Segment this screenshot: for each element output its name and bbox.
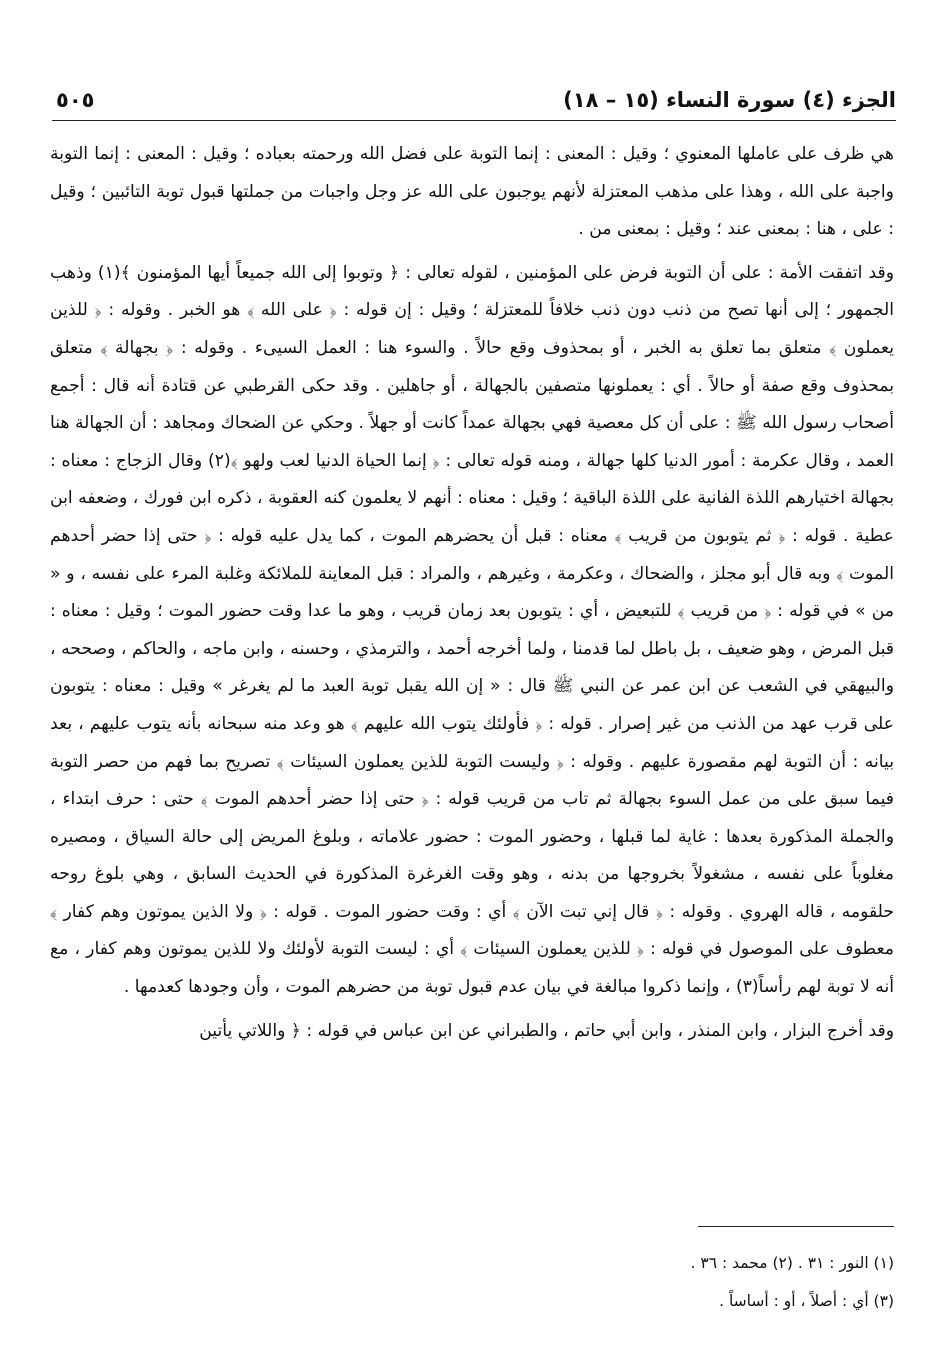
footnote-divider bbox=[698, 1226, 894, 1227]
main-text bbox=[50, 136, 894, 1050]
paragraph: وقد اتفقت الأمة : على أن التوبة فرض على المؤمنين ، لقوله تعالى : ﴿ وتوبوا إلى الله جميعاً أيها المؤمنون ﴾(١) وذهب الجمهور ؛ إلى أنها تصح من ذنب دون ذنب خلافاً للمعتزلة ؛ وقيل : إن قوله : ﴿ على الله ﴾ هو الخبر . وقوله : ﴿ للذين يعملون ﴾ متعلق بما تعلق به الخبر ، أو بمحذوف وقع حالاً . والسوء هنا : العمل السيىء . وقوله : ﴿ بجهالة ﴾ متعلق بمحذوف وقع صفة أو حالاً . أي : يعملونها متصفين بالجهالة ، أو جاهلين . وقد حكى القرطبي عن قتادة أنه قال : أجمع أصحاب رسول الله ﷺ : على أن كل معصية فهي بجهالة عمداً كانت أو جهلاً . وحكي عن الضحاك ومجاهد : أن الجهالة هنا العمد ، وقال عكرمة : أمور الدنيا كلها جهالة ، ومنه قوله تعالى : ﴿ إنما الحياة الدنيا لعب ولهو ﴾(٢) وقال الزجاج : معناه : بجهالة اختيارهم اللذة الفانية على اللذة الباقية ؛ وقيل : معناه : أنهم لا يعلمون كنه العقوبة ، ذكره ابن فورك ، وضعفه ابن عطية . قوله : ﴿ ثم يتوبون من قريب ﴾ معناه : قبل أن يحضرهم الموت ، كما يدل عليه قوله : ﴿ حتى إذا حضر أحدهم الموت ﴾ وبه قال أبو مجلز ، والضحاك ، وعكرمة ، وغيرهم ، والمراد : قبل المعاينة للملائكة وغلبة المرء على نفسه ، و « من » في قوله : ﴿ من قريب ﴾ للتبعيض ، أي : يتوبون بعد زمان قريب ، وهو ما عدا وقت حضور الموت ؛ وقيل : معناه : قبل المرض ، وهو ضعيف ، بل باطل لما قدمنا ، ولما أخرجه أحمد ، والترمذي ، وحسنه ، وابن ماجه ، والحاكم ، وصححه ، والبيهقي في الشعب عن ابن عمر عن النبي ﷺ قال : « إن الله يقبل توبة العبد ما لم يغرغر » وقيل : معناه : يتوبون على قرب عهد من الذنب من غير إصرار . قوله : ﴿ فأولئك يتوب الله عليهم ﴾ هو وعد منه سبحانه بأنه يتوب عليهم ، بعد بيانه : أن التوبة لهم مقصورة عليهم . وقوله : ﴿ وليست التوبة للذين يعملون السيئات ﴾ تصريح بما فهم من حصر التوبة فيما سبق على من عمل السوء بجهالة ثم تاب من قريب قوله : ﴿ حتى إذا حضر أحدهم الموت ﴾ حتى : حرف ابتداء ، والجملة المذكورة بعدها : غاية لما قبلها ، وحضور الموت : حضور علاماته ، وبلوغ المريض إلى حالة السياق ، ومصيره مغلوباً على نفسه ، مشغولاً بخروجها من بدنه ، وهو وقت الغرغرة المذكورة في الحديث السابق ، وهي بلوغ روحه حلقومه ، قاله الهروي . وقوله : ﴿ قال إني تبت الآن ﴾ أي : وقت حضور الموت . قوله : ﴿ ولا الذين يموتون وهم كفار ﴾ معطوف على الموصول في قوله : ﴿ للذين يعملون السيئات ﴾ أي : ليست التوبة لأولئك ولا للذين يموتون وهم كفار ، مع أنه لا توبة لهم رأساً(٣) ، وإنما ذكروا مبالغة في بيان عدم قبول توبة من حضرهم الموت ، وأن وجودها كعدمها . bbox=[50, 262, 894, 998]
paragraph: وقد أخرج البزار ، وابن المنذر ، وابن أبي حاتم ، والطبراني عن ابن عباس في قوله : ﴿ واللاتي يأتين bbox=[199, 1020, 894, 1041]
footnote-line: (١) النور : ٣١ . (٢) محمد : ٣٦ . bbox=[690, 1254, 894, 1272]
page-header bbox=[52, 84, 896, 121]
running-title: الجزء (٤) سورة النساء (١٥ – ١٨) bbox=[563, 88, 896, 112]
paragraph: هي ظرف على عاملها المعنوي ؛ وقيل : المعنى : إنما التوبة على فضل الله ورحمته بعباده ؛ وقيل : المعنى : إنما التوبة واجبة على الله ، وهذا على مذهب المعتزلة لأنهم يوجبون على الله عز وجل واجبات من جملتها قبول توبة التائبين ؛ وقيل : على ، هنا : بمعنى عند ؛ وقيل : بمعنى من . bbox=[50, 144, 894, 240]
footnote-line: (٣) أي : أصلاً ، أو : أساساً . bbox=[719, 1292, 894, 1310]
footnotes bbox=[50, 1244, 894, 1320]
page-number: ٥٠٥ bbox=[56, 88, 95, 112]
